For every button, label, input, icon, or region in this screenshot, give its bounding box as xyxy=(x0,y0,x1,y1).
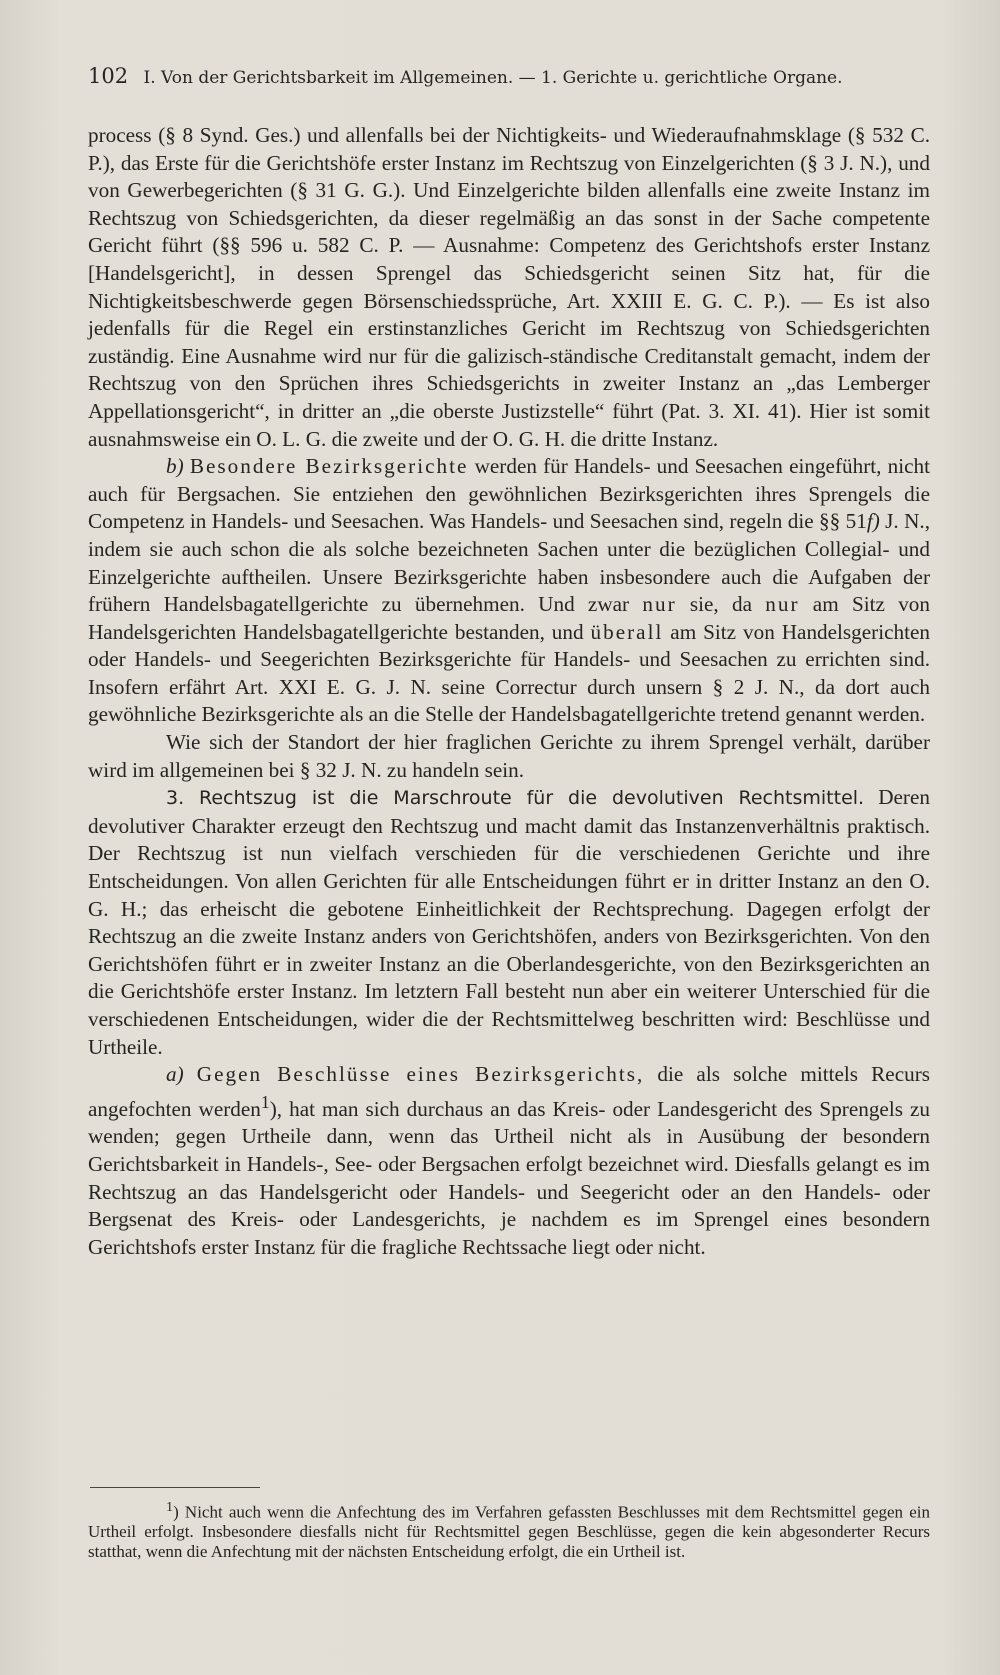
spaced-heading-b: Besondere Bezirksgerichte xyxy=(189,454,469,479)
paragraph-2: b) Besondere Bezirksgerichte werden für Handels- und Seesachen eingeführt, nicht auch für Bergsachen. Sie entziehen den gewöhnlichen Bezirksgerichten ihres Sprengels die Competenz in Handels- und Seesachen. Was Handels- und Seesachen sind, regeln die §§ 51f) J. N., indem sie auch schon die als solche bezeichneten Sachen unter die bezüglichen Collegial- und Einzelgerichte auftheilen. Unsere Bezirksgerichte haben insbesondere auch die Aufgaben der frühern Handelsbagatellgerichte zu übernehmen. Und zwar nur sie, da nur am Sitz von Handelsgerichten Handelsbagatellgerichte bestanden, und überall am Sitz von Handelsgerichten oder Handels- und Seegerichten Bezirksgerichte für Handels- und Seesachen zu errichten sind. Insofern erfährt Art. XXI E. G. J. N. seine Correctur durch unsern § 2 J. N., da dort auch gewöhnliche Bezirksgerichte als an die Stelle der Handelsbagatellgerichte tretend genannt werden. xyxy=(88,454,930,727)
enum-a: a) xyxy=(166,1062,184,1087)
footnote-ref[interactable]: 1 xyxy=(260,1091,270,1112)
page-number: 102 xyxy=(88,64,129,88)
footnote-mark: 1 xyxy=(166,1499,174,1515)
enum-b: b) xyxy=(166,454,184,479)
footnote-divider xyxy=(90,1487,260,1488)
running-title: I. Von der Gerichtsbarkeit im Allgemeinen. — 1. Gerichte u. gerichtliche Organe. xyxy=(143,68,843,88)
paragraph-1: process (§ 8 Synd. Ges.) und allenfalls bei der Nichtigkeits- und Wiederaufnahmsklage (§ 532 C. P.), das Erste für die Gerichtshöfe erster Instanz im Rechtszug von Einzelgerichten (§ 3 J. N.), und von Gewerbegerichten (§ 31 G. G.). Und Einzelgerichte bilden allenfalls eine zweite Instanz im Rechtszug von Schiedsgerichten, da dieser regelmäßig an das sonst in der Sache competente Gericht führt (§§ 596 u. 582 C. P. — Ausnahme: Competenz des Gerichtshofs erster Instanz [Handelsgericht], in dessen Sprengel das Schiedsgericht seinen Sitz hat, für die Nichtigkeitsbeschwerde gegen Börsenschiedssprüche, Art. XXIII E. G. C. P.). — Es ist also jedenfalls für die Regel ein erstinstanzliches Gericht im Rechtszug von Schiedsgerichten zuständig. Eine Ausnahme wird nur für die galizisch-ständische Creditanstalt gemacht, indem der Rechtszug von den Sprüchen ihres Schiedsgerichts in zweiter Instanz an „das Lemberger Appellationsgericht“, in dritter an „die oberste Justizstelle“ führt (Pat. 3. XI. 41). Hier ist somit ausnahmsweise ein O. L. G. die zweite und der O. G. H. die dritte Instanz. xyxy=(88,123,930,451)
running-header xyxy=(88,64,878,88)
paragraph-3: Wie sich der Standort der hier fraglichen Gerichte zu ihrem Sprengel verhält, darüber wird im allgemeinen bei § 32 J. N. zu handeln sein. xyxy=(88,730,930,782)
paragraph-5: a) Gegen Beschlüsse eines Bezirksgerichts, die als solche mittels Recurs angefochten werden$^1$), hat man sich durchaus an das Kreis- oder Landesgericht des Sprengels zu wenden; gegen Urtheile dann, wenn das Urtheil nicht als in Ausübung der besondern Gerichtsbarkeit in Handels-, See- oder Bergsachen erfolgt bezeichnet wird. Diesfalls gelangt es im Rechtszug an das Handelsgericht oder Handels- und Seegericht oder an den Handels- oder Bergsenat des Kreis- oder Landesgerichts, je nachdem es im Sprengel eines besondern Gerichtshofs erster Instanz für die fragliche Rechtssache liegt oder nicht. xyxy=(88,1062,931,1259)
footnote: $^1$) Nicht auch wenn die Anfechtung des im Verfahren gefassten Beschlusses mit dem Rechtsmittel gegen ein Urtheil erfolgt. Insbesondere diesfalls nicht für Rechtsmittel gegen Beschlüsse, gegen die kein abgesonderter Recurs statthat, wenn die Anfechtung mit der nächsten Entscheidung erfolgt, die ein Urtheil ist. xyxy=(88,1499,930,1561)
main-text xyxy=(88,122,930,1261)
paragraph-4: 3. Rechtszug ist die Marschroute für die devolutiven Rechtsmittel. Deren devolutiver Charakter erzeugt den Rechtszug und macht damit das Instanzenverhältnis praktisch. Der Rechtszug ist nun vielfach verschieden für die verschiedenen Gerichte und ihre Entscheidungen. Von allen Gerichten für alle Entscheidungen führt er in dritter Instanz an den O. G. H.; das erheischt die gebotene Einheitlichkeit der Rechtsprechung. Dagegen erfolgt der Rechtszug an die zweite Instanz anders von Gerichtshöfen, anders von Bezirksgerichten. Von den Gerichtshöfen führt er in zweiter Instanz an die Oberlandesgerichte, von den Bezirksgerichten an die Gerichtshöfe erster Instanz. Im letztern Fall besteht nun aber ein weiterer Unterschied für die verschiedenen Entscheidungen, wider die der Rechtsmittelweg beschritten wird: Beschlüsse und Urtheile. xyxy=(88,785,930,1059)
spaced-heading-a: Gegen Beschlüsse eines Bezirksgerichts, xyxy=(196,1062,645,1087)
section-heading-3: 3. Rechtszug ist die Marschroute für die devolutiven Rechtsmittel. xyxy=(166,787,865,810)
footnote-text: Nicht auch wenn die Anfechtung des im Verfahren gefassten Beschlusses mit dem Rechtsmittel gegen ein Urtheil erfolgt. Insbesondere diesfalls nicht für Rechtsmittel gegen Beschlüsse, gegen die kein abgesonderter Recurs statthat, wenn die Anfechtung mit der nächsten Entscheidung erfolgt, die ein Urtheil ist. xyxy=(88,1502,930,1561)
